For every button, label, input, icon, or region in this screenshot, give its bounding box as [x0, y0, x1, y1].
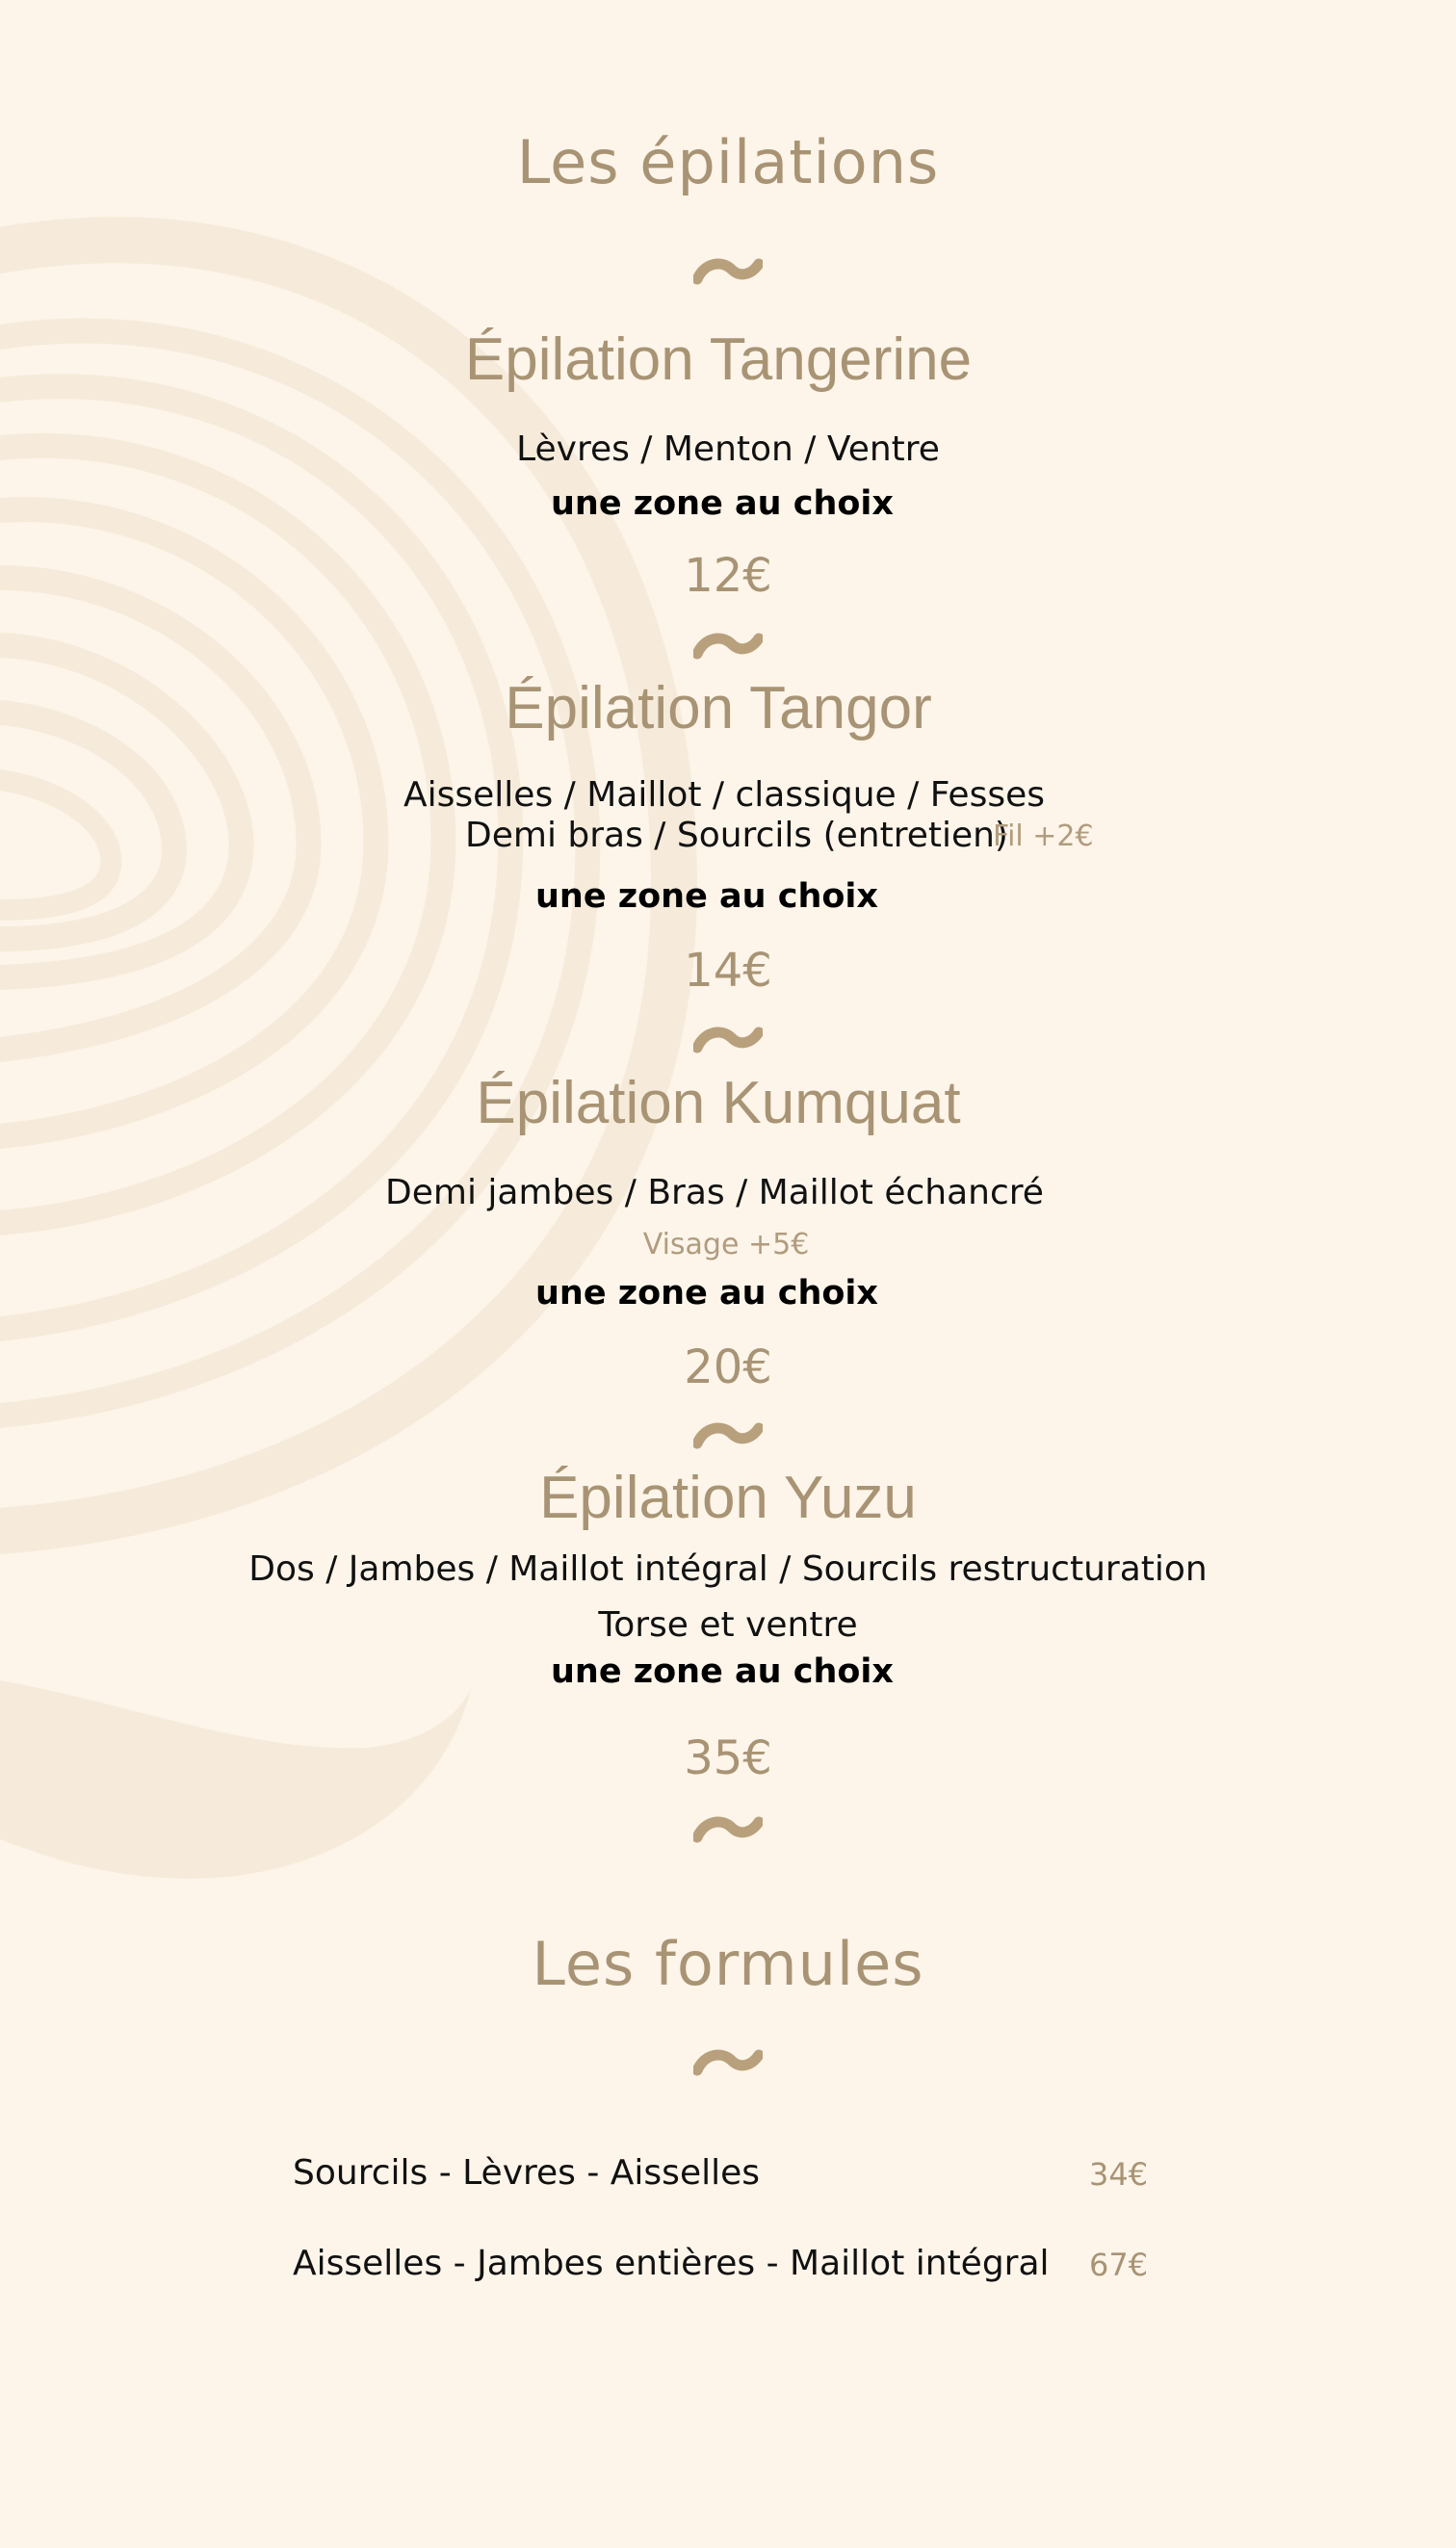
tilde-divider-icon [693, 254, 763, 287]
formula-name-2: Aisselles - Jambes entières - Maillot intégral [293, 2244, 1050, 2283]
formula-name-1: Sourcils - Lèvres - Aisselles [293, 2153, 760, 2193]
formula-price-1: 34€ [1089, 2156, 1149, 2193]
item-zones-tangerine: Lèvres / Menton / Ventre [516, 429, 940, 469]
item-title-tangerine: Épilation Tangerine [464, 326, 973, 393]
item-zones-yuzu-line1: Dos / Jambes / Maillot intégral / Sourcils restructuration [248, 1549, 1208, 1589]
section-title-epilations: Les épilations [516, 127, 940, 197]
tilde-divider-icon [693, 1812, 763, 1845]
section-title-formules: Les formules [532, 1929, 924, 1999]
item-choice-yuzu: une zone au choix [550, 1652, 894, 1691]
item-price-yuzu: 35€ [684, 1731, 772, 1785]
tilde-divider-icon [693, 2045, 763, 2078]
item-price-tangerine: 12€ [684, 549, 772, 603]
item-title-kumquat: Épilation Kumquat [476, 1070, 961, 1136]
item-zones-tangor-line2: Demi bras / Sourcils (entretien) [465, 816, 1008, 855]
item-zones-yuzu-line2: Torse et ventre [598, 1605, 858, 1645]
item-price-kumquat: 20€ [684, 1340, 772, 1394]
item-extra-tangor: Fil +2€ [993, 819, 1094, 853]
item-zones-kumquat: Demi jambes / Bras / Maillot échancré [385, 1173, 1044, 1212]
item-choice-kumquat: une zone au choix [534, 1274, 878, 1313]
item-choice-tangor: une zone au choix [534, 877, 878, 916]
item-choice-tangerine: une zone au choix [550, 484, 894, 523]
tilde-divider-icon [693, 1418, 763, 1451]
tilde-divider-icon [693, 629, 763, 662]
item-title-tangor: Épilation Tangor [505, 675, 932, 741]
item-title-yuzu: Épilation Yuzu [539, 1465, 917, 1531]
item-price-tangor: 14€ [684, 944, 772, 998]
item-extra-kumquat: Visage +5€ [642, 1228, 810, 1261]
formula-price-2: 67€ [1089, 2247, 1149, 2283]
item-zones-tangor-line1: Aisselles / Maillot / classique / Fesses [403, 775, 1045, 815]
tilde-divider-icon [693, 1023, 763, 1055]
